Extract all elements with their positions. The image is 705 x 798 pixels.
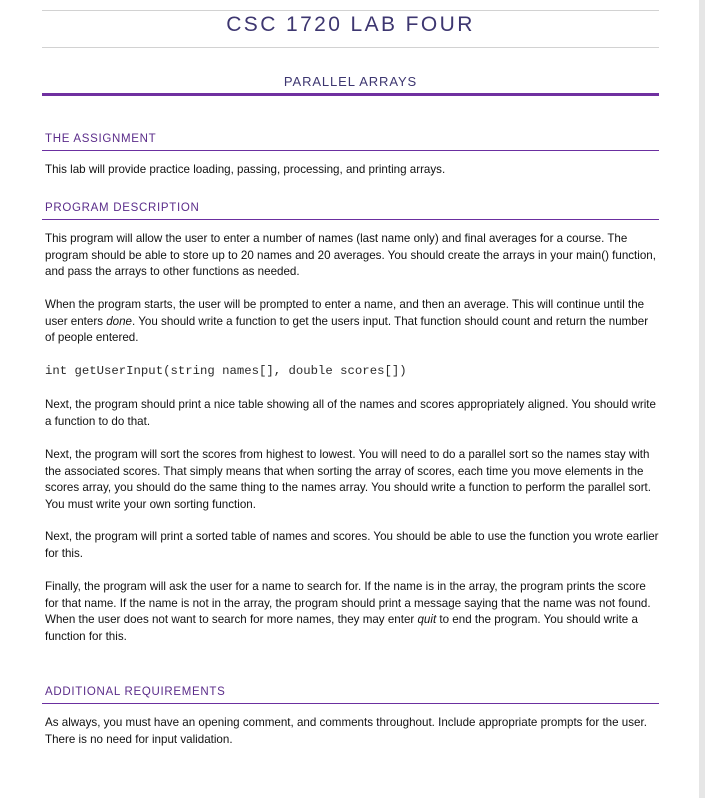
description-paragraph-6 [45,579,659,645]
page-edge-scrollbar [699,0,705,798]
additional-requirements-rule [42,703,659,704]
additional-requirements-heading: ADDITIONAL REQUIREMENTS [45,686,226,698]
assignment-heading: THE ASSIGNMENT [45,133,157,145]
additional-requirements-text: As always, you must have an opening comment, and comments throughout. Include appropriate prompts for the user. There is no need for input validation. [45,716,647,746]
assignment-rule [42,150,659,151]
title-bottom-rule [42,47,659,48]
function-signature-code: int getUserInput(string names[], double scores[]) [45,364,407,378]
description-paragraph-5: Next, the program will print a sorted table of names and scores. You should be able to use the function you wrote earlier for this. [45,530,659,560]
description-paragraph-3: Next, the program should print a nice table showing all of the names and scores appropriately aligned. You should write a function to do that. [45,398,656,428]
program-description-heading: PROGRAM DESCRIPTION [45,202,200,214]
p2-text-b: . You should write a function to get the users input. That function should count and return the number of people entered. [45,314,649,344]
document-subtitle: PARALLEL ARRAYS [283,74,418,89]
subtitle-rule [42,93,659,96]
program-description-rule [42,219,659,220]
title-top-rule [42,10,659,11]
p6-emphasis-quit: quit [417,613,437,626]
description-paragraph-2 [45,297,659,347]
p2-emphasis-done: done [106,314,133,328]
p2-text-a: When the program starts, the user will be prompted to enter a name, and then an average. This will continue until the user enters [45,298,645,328]
document-title: CSC 1720 LAB FOUR [226,13,475,36]
assignment-text: This lab will provide practice loading, passing, processing, and printing arrays. [45,163,446,176]
description-paragraph-4: Next, the program will sort the scores from highest to lowest. You will need to do a parallel sort so the names stay with the associated scores. That simply means that when sorting the array of scores, each time you move elements in the scores array, you should do the same thing to the names array. You should write a function to perform the parallel sort. You must write your own sorting function. [45,448,651,511]
p6-text-a: Finally, the program will ask the user for a name to search for. If the name is in the array, the program prints the score for that name. If the name is not in the array, the program should print a message saying that the name was not found. When the user does not want to search for more names, they may enter [45,580,651,626]
p6-text-b: to end the program. You should write a function for this. [45,613,638,643]
description-paragraph-1: This program will allow the user to enter a number of names (last name only) and final averages for a course. The program should be able to store up to 20 names and 20 averages. You should create the arrays in your main() function, and pass the arrays to other functions as needed. [45,232,656,278]
